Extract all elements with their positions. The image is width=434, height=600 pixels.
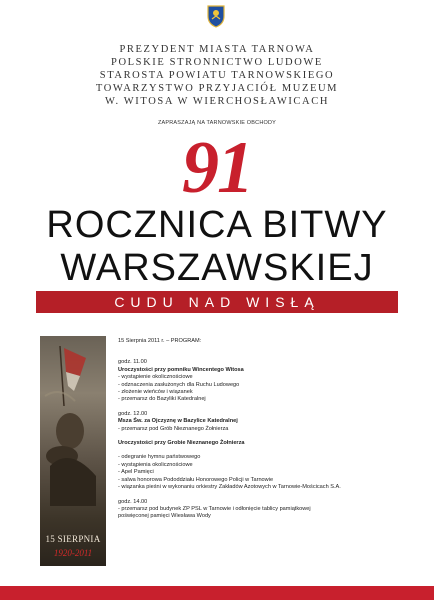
organizer-line: STAROSTA POWIATU TARNOWSKIEGO	[99, 70, 335, 81]
battle-painting-image	[40, 336, 106, 566]
program-event-title: Uroczystości przy Grobie Nieznanego Żołnierza	[118, 440, 245, 447]
program-item: - wystąpienia okolicznościowe	[118, 461, 193, 468]
program-time: godz. 12.00	[118, 410, 148, 417]
title-line-2: WARSZAWSKIEJ	[60, 247, 374, 289]
organizers-list	[0, 43, 434, 108]
program-section	[118, 338, 418, 521]
invitation-text: ZAPRASZAJĄ NA TARNOWSKIE OBCHODY	[157, 120, 277, 126]
coat-of-arms-icon	[206, 4, 226, 28]
program-block	[118, 499, 418, 521]
program-time: godz. 11.00	[118, 359, 147, 366]
program-time: godz. 14.00	[118, 498, 148, 505]
bottom-color-bar	[0, 586, 434, 600]
anniversary-number: 91	[182, 127, 252, 209]
organizer-line: POLSKIE STRONNICTWO LUDOWE	[111, 57, 323, 68]
organizer-line: PREZYDENT MIASTA TARNOWA	[119, 44, 315, 55]
program-item: - złożenie wieńców i wiązanek	[118, 389, 193, 396]
poster-date: 15 SIERPNIA	[45, 534, 101, 544]
program-event-title: Msza Św. za Ojczyznę w Bazylice Katedralnej	[118, 418, 238, 425]
program-item: - odegranie hymnu państwowego	[118, 454, 201, 461]
organizer-line: W. WITOSA W WIERCHOSŁAWICACH	[104, 96, 330, 107]
program-block	[118, 359, 418, 403]
program-item: - przemarsz do Bazyliki Katedralnej	[118, 396, 206, 403]
program-item: - przemarsz pod budynek ZP PSL w Tarnowie i odłonięcie tablicy pamiątkowej	[118, 505, 311, 512]
program-block	[118, 440, 418, 491]
program-event-title: Uroczystości przy pomniku Wincentego Witosa	[118, 366, 244, 373]
banner-subtitle: CUDU NAD WISŁĄ	[36, 291, 398, 313]
program-item: - przemarsz pod Grób Nieznanego Żołnierza	[118, 425, 229, 432]
program-item: - Apel Pamięci	[118, 469, 154, 476]
painting-illustration	[40, 336, 106, 566]
program-item: - odznaczenia zasłużonych dla Ruchu Ludowego	[118, 381, 240, 388]
program-block	[118, 411, 418, 433]
poster-year: 1920-2011	[53, 548, 93, 558]
program-item: poświęconej pamięci Wiesława Wody	[118, 513, 211, 520]
program-item: - wiązanka pieśni w wykonaniu orkiestry Zakładów Azotowych w Tarnowie-Mościcach S.A.	[118, 484, 341, 491]
program-item: - wystąpienie okolicznościowe	[118, 374, 193, 381]
program-header: 15 Sierpnia 2011 r. – PROGRAM:	[118, 338, 202, 344]
organizer-line: TOWARZYSTWO PRZYJACIÓŁ MUZEUM	[95, 83, 339, 94]
program-item: - salwa honorowa Pododdziału Honorowego Policji w Tarnowie	[118, 476, 274, 483]
title-line-1: ROCZNICA BITWY	[46, 204, 388, 246]
